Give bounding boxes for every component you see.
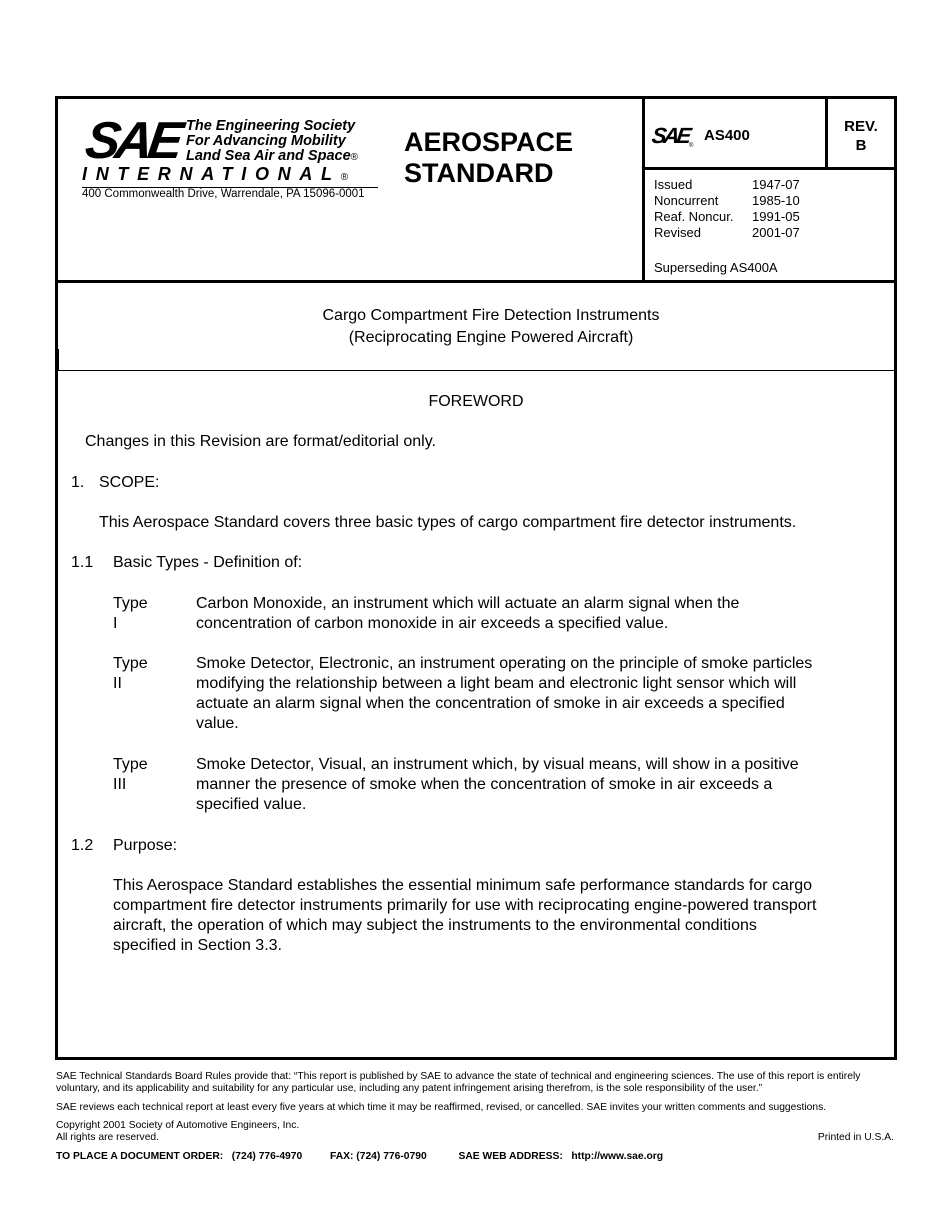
changes-note: Changes in this Revision are format/editorial only. [85,433,436,450]
title-side-tick [58,349,59,370]
section-number: 1. [71,474,85,491]
sae-address: 400 Commonwealth Drive, Warrendale, PA 15096-0001 [82,188,365,200]
title-rule [58,370,894,371]
sae-logo-mark: SAE [81,112,182,170]
review-notice: SAE reviews each technical report at least every five years at which time it may be reaffirmed, revised, or cancelled. SAE invites your written comments and suggestions. [56,1102,827,1113]
document-frame: SAE The Engineering Society For Advancing Mobility Land Sea Air and Space® INTERNATIONAL® 400 Commonwealth Drive, Warrendale, PA 15096-0001 AEROSPACE STANDARD SAE ® AS400 REV. B Issued 1947-07 Noncurrent 1985-10 Reaf. Noncur. 1991-05 Revised 2001-07 Superseding AS400A Cargo Compartment Fire Detection Instruments (Reciprocating Engine Powered Aircraft) FOREWORD Changes in this Revision are format/editorial only. 1. SCOPE: This Aerospace Standard covers three basic types of cargo compartment fire detector instruments. 1.1 Basic Types - Definition of: Type I Carbon Monoxide, an instrument which will actuate an alarm signal when the concentration of carbon monoxide in air exceeds a specified value. Type II Smoke Detector, Electronic, an instrument operating on the principle of smoke particles modifying the relationship between a light beam and electronic light sensor which will actuate an alarm signal when the concentration of smoke in air exceeds a specified value. Type III Smoke Detector, Visual, an instrument which, by visual means, will show in a positive manner the presence of smoke when the concentration of smoke in air exceeds a specified value. 1.2 Purpose: This Aerospace Standard establishes the essential minimum safe performance standards for cargo compartment fire detector instruments primarily for use with reciprocating engine-powered transport aircraft, the operation of which may subject the instruments to the environmental conditions specified in Section 3.3. [55,96,897,1060]
date-history [654,177,800,241]
date-row: Revised 2001-07 [654,225,800,240]
superseding-note: Superseding AS400A [654,260,778,275]
society-tagline: The Engineering Society For Advancing Mobility Land Sea Air and Space® [186,118,359,164]
scope-paragraph: This Aerospace Standard covers three basic types of cargo compartment fire detector instruments. [99,514,797,531]
document-header [58,99,894,280]
purpose-paragraph: This Aerospace Standard establishes the essential minimum safe performance standards for cargo compartment fire detector instruments primarily for use with reciprocating engine-powered transport aircraft, the operation of which may subject the instruments to the environmental conditions specified in Section 3.3. [113,877,817,954]
revision-value: B [855,137,867,154]
docnum-divider [645,167,894,170]
order-info [56,1151,663,1162]
order-phone: TO PLACE A DOCUMENT ORDER: (724) 776-4970 [56,1151,303,1162]
document-title: Cargo Compartment Fire Detection Instruments (Reciprocating Engine Powered Aircraft) [322,307,660,346]
international-wordmark: INTERNATIONAL® [82,164,357,184]
revision-label: REV. [844,118,878,135]
date-row: Noncurrent 1985-10 [654,193,800,208]
order-fax: FAX: (724) 776-0790 [329,1151,427,1162]
standard-type-title: AEROSPACE STANDARD [404,127,574,188]
section-heading: Purpose: [113,837,178,854]
tsb-rules-notice: SAE Technical Standards Board Rules provide that: “This report is published by SAE to advance the state of technical and engineering sciences. The use of this report is entirely voluntary, and its applicability and suitability for any particular use, including any patent infringement arising therefrom, is the sole responsibility of the user.” [56,1071,861,1094]
sae-small-registered: ® [689,143,694,149]
section-number: 1.1 [71,554,94,571]
foreword-heading: FOREWORD [428,393,524,410]
section-number: 1.2 [71,837,94,854]
section-heading: SCOPE: [99,474,160,491]
header-rule [58,280,894,283]
order-web-link[interactable]: SAE WEB ADDRESS: http://www.sae.org [458,1151,664,1162]
printed-in: Printed in U.S.A. [817,1132,894,1143]
section-heading: Basic Types - Definition of: [113,554,303,571]
document-number: AS400 [704,127,750,144]
sae-small-logo: SAE [650,123,691,148]
header-divider [642,99,645,280]
copyright-notice: Copyright 2001 Society of Automotive Engineers, Inc. All rights are reserved. [56,1120,300,1143]
revision-box [828,117,894,155]
date-row: Reaf. Noncur. 1991-05 [654,209,800,224]
date-row: Issued 1947-07 [654,177,800,192]
